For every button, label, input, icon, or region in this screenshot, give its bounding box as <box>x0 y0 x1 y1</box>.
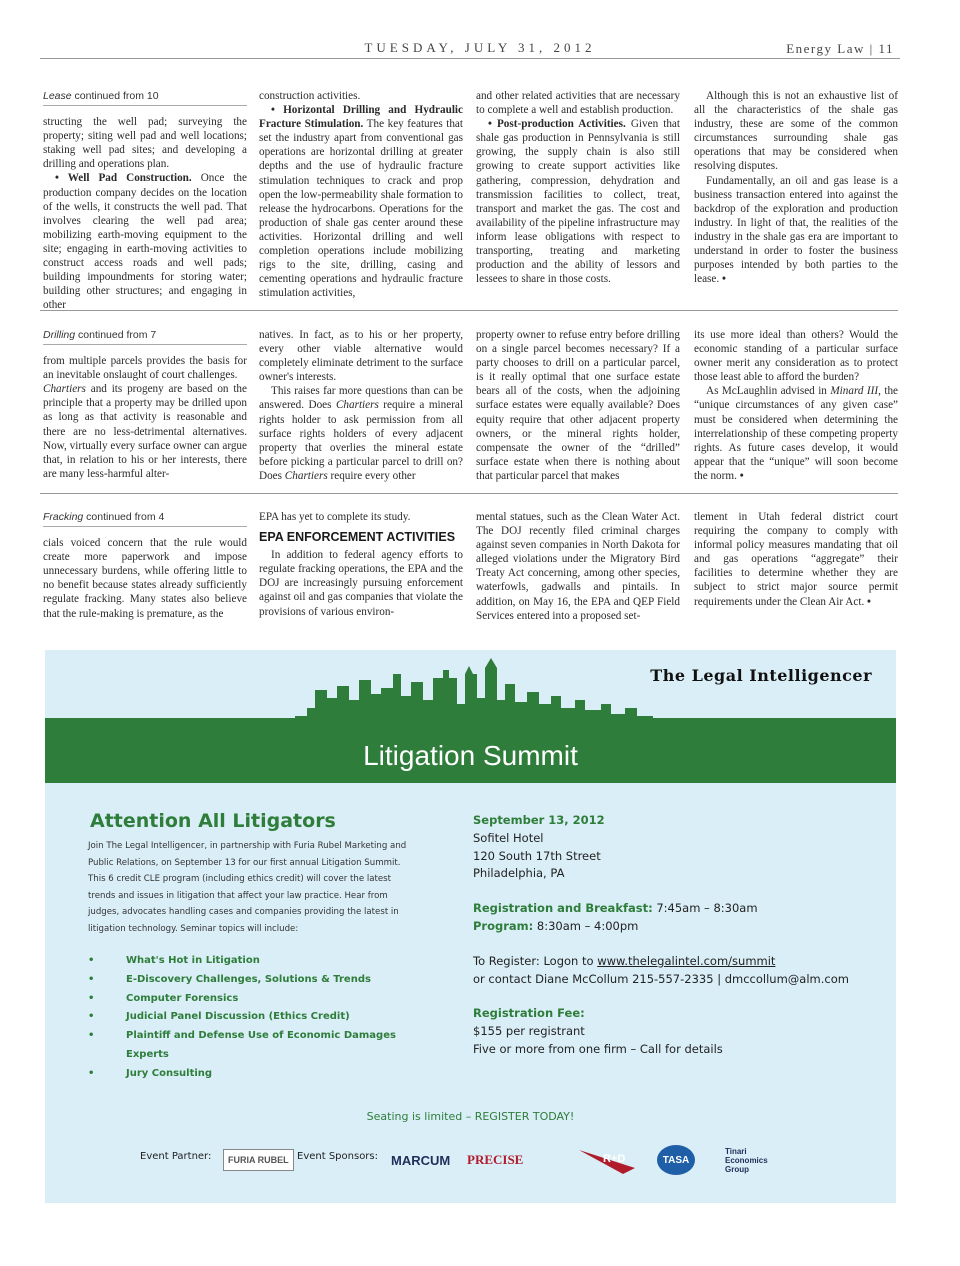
paragraph: In addition to federal agency efforts to regulate fracking operations, the EPA and the DOJ are increasingly pursuing enforcement against oil and gas companies that violate the provisions of various environ- <box>259 549 463 618</box>
section-divider <box>40 310 898 311</box>
header-rule <box>40 58 900 59</box>
fee-per-registrant: $155 per registrant <box>473 1024 585 1039</box>
lease-jumpline[interactable] <box>43 89 247 106</box>
fracking-col-4 <box>694 510 898 609</box>
rd-logo <box>579 1146 635 1174</box>
lease-col-3 <box>476 89 680 286</box>
furia-rubel-logo: FURIA RUBEL <box>223 1149 294 1171</box>
event-date: September 13, 2012 <box>473 813 605 827</box>
paragraph: require a mineral rights holder to ask permission from all surface rights holders of every adjacent property that overlies the mineral estate before picking a particular parcel to drill on? Does <box>259 399 463 482</box>
paragraph: property owner to refuse entry before drilling on a single parcel becomes necessary? If a party chooses to drill on a particular parcel, is it really optimal that one surface estate bears all of the costs, when the adjoining surface estates were equally available? Does equity require that other adjacent property owners, or the mineral rights holder, compensate the owner of the “drilled” surface estate when there is nothing about that particular parcel that makes <box>476 329 680 482</box>
section-page-label: Energy Law | 11 <box>786 41 894 56</box>
paragraph: natives. In fact, as to his or her property, every other viable alternative would completely eliminate detriment to the surface owner's interests. <box>259 329 463 384</box>
paragraph: structing the well pad; surveying the property; siting well pad and well locations; staking well pad sites; and developing a drilling and operations plan. <box>43 116 247 171</box>
paragraph: and its progeny are based on the principle that a property may be drilled upon as long as that activity is reasonable and there are no less-detrimental alternatives. Now, virtually every surface owner can argue that, in relation to his or her interests, there are many less-harmful alter- <box>43 383 247 480</box>
list-item: • Computer Forensics <box>88 990 408 1009</box>
paragraph: EPA has yet to complete its study. <box>259 511 411 523</box>
paragraph: require every other <box>327 469 416 482</box>
drilling-col-4 <box>694 328 898 483</box>
fracking-col-2 <box>259 510 463 619</box>
seating-notice: Seating is limited – REGISTER TODAY! <box>366 1110 575 1123</box>
event-details <box>473 812 893 1076</box>
paragraph: and other related activities that are necessary to complete a well and establish production. <box>476 90 680 117</box>
jump-text: continued from 7 <box>75 329 157 341</box>
drilling-col-2 <box>259 328 463 483</box>
paragraph: cials voiced concern that the rule would create more paperwork and impose unnecessary burdens, while offering little to no benefit because states already sufficiently regulate fracking. Many states also believe that the rule-making is premature, as the <box>43 537 247 620</box>
jump-word: Drilling <box>43 329 76 341</box>
legal-intelligencer-logo: The Legal Intelligencer <box>650 666 872 685</box>
list-item: • Plaintiff and Defense Use of Economic Damages Experts <box>88 1027 408 1065</box>
paragraph: construction activities. <box>259 90 361 102</box>
paragraph: Once the production company decides on the location of the wells, it constructs the well pad. That involves clearing the well pad area; mobilizing earth-moving equipment to the site; engaging in earth-moving activities to construct access roads and well pads; building impoundments for storing water; building other structures; and engaging in other <box>43 172 247 312</box>
paragraph: from multiple parcels provides the basis for an inevitable onslaught of court challenges. <box>43 355 247 382</box>
fee-label: Registration Fee: <box>473 1006 585 1021</box>
paragraph: As McLaughlin advised in <box>706 385 831 398</box>
event-venue: Sofitel Hotel <box>473 830 544 845</box>
registration-time: 7:45am – 8:30am <box>652 901 758 916</box>
fracking-col-3 <box>476 510 680 623</box>
lease-col-1 <box>43 89 247 312</box>
paragraph: This raises far more questions than can be answered. Does <box>259 385 463 412</box>
paragraph: The key features that set the industry apart from conventional gas operations are horizontal drilling at greater depths and the use of hydraulic fracture stimulation techniques to crack and prop open the low-permeability shale formation to release the hydrocarbons. Operations for the production of shale gas center around these activities. Horizontal drilling and well completion operations include mobilizing rigs to the site, drilling, casing and cementing operations and hydraulic fracture stimulation activities, <box>259 118 464 300</box>
marcum-logo: MARCUM <box>391 1152 451 1168</box>
list-item: • What's Hot in Litigation <box>88 952 408 971</box>
to-register-label: To Register: <box>473 953 540 968</box>
tasa-logo: TASA <box>657 1145 695 1175</box>
case-name: Minard III <box>830 385 879 398</box>
register-link[interactable]: www.thelegalintel.com/summit <box>597 953 776 968</box>
end-mark: • <box>864 595 871 608</box>
fee-group: Five or more from one firm – Call for details <box>473 1041 723 1056</box>
jump-word: Fracking <box>43 511 84 523</box>
paragraph: Although this is not an exhaustive list of all the characteristics of the shale gas industry, these are some of the common circumstances surrounding shale gas operations that may be considered when resolving disputes. <box>694 90 898 173</box>
case-name: Chartiers <box>335 399 379 412</box>
subheading: EPA ENFORCEMENT ACTIVITIES <box>259 530 456 545</box>
paragraph: its use more ideal than others? Would the economic standing of a particular surface owner merit any consideration as to protect those least able to afford the burden? <box>694 329 898 384</box>
fracking-jumpline[interactable] <box>43 510 247 527</box>
ad-intro-text: Join The Legal Intelligencer, in partnership with Furia Rubel Marketing and Public Relations, on September 13 for our first annual Litigation Summit. This 6 credit CLE program (including ethics credit) will cover the latest trends and issues in litigation that affect your law practice. Hear from judges, advocates handling cases and companies providing the latest in litigation technology. Seminar topics will include: <box>88 841 407 934</box>
drilling-col-3 <box>476 328 680 483</box>
tinari-logo: Tinari Economics Group <box>725 1146 768 1174</box>
rd-text: R+D <box>603 1153 626 1165</box>
partner-label: Event Partner: <box>140 1151 212 1162</box>
lease-col-2 <box>259 89 463 300</box>
paragraph: Given that shale gas production in Pennsylvania is still growing, the supply chain is also still growing to create support activities like gathering, compression, dehydration and transmission facilities to collect, treat, transport and market the gas. The cost and availability of the pipeline infrastructure may inform lease obligations with respect to transporting, treating and marketing production and the ability of lessors and lessees to share in those costs. <box>476 118 680 286</box>
paragraph: tlement in Utah federal district court requiring the company to comply with informal policy measures mandating that oil and gas operations “aggregate” their facilities to determine whether they are subject to strict major source permit requirements under the Clean Air Act. <box>694 511 898 608</box>
paragraph: , the “unique circumstances of any given case” must be considered when determining the interrelationship of these competing property rights. As future cases develop, it would appear that the “unique” will soon become the norm. <box>694 385 899 482</box>
bullet-heading: • Horizontal Drilling and Hydraulic Fracture Stimulation. <box>259 104 463 131</box>
paragraph: mental statues, such as the Clean Water Act. The DOJ recently filed criminal charges against seven companies in North Dakota for alleged violations under the Migratory Bird Treaty Act concerning, among other species, waterfowls, gadwalls and pintails. In addition, on May 16, the EPA and QEP Field Services entered into a proposed set- <box>476 511 680 622</box>
jump-word: Lease <box>43 90 72 102</box>
ad-heading: Attention All Litigators <box>90 810 336 832</box>
issue-date: TUESDAY, JULY 31, 2012 <box>364 40 596 55</box>
program-time: 8:30am – 4:00pm <box>533 918 639 933</box>
topic-list <box>88 952 408 1084</box>
list-item: • E-Discovery Challenges, Solutions & Trends <box>88 971 408 990</box>
jump-text: continued from 10 <box>71 90 159 102</box>
jump-text: continued from 4 <box>83 511 165 523</box>
bullet-heading: • Post-production Activities. <box>488 118 626 131</box>
case-name: Chartiers <box>284 469 328 482</box>
end-mark: • <box>736 469 744 482</box>
event-address: 120 South 17th Street <box>473 848 601 863</box>
list-item: • Judicial Panel Discussion (Ethics Credit) <box>88 1008 408 1027</box>
paragraph: Fundamentally, an oil and gas lease is a business transaction entered into against the backdrop of the exploration and production industry. In light of that, the realities of the industry in the shale gas era are important to understand in order to foster the business purposes intended by both parties to the lease. <box>694 174 898 286</box>
logon-text: Logon to <box>539 953 598 968</box>
drilling-jumpline[interactable] <box>43 328 247 345</box>
case-name: Chartiers <box>43 383 86 396</box>
precise-logo: PRECISE <box>467 1152 524 1167</box>
litigation-summit-ad[interactable] <box>45 650 896 1203</box>
event-city: Philadelphia, PA <box>473 866 565 881</box>
program-label: Program: <box>473 918 534 933</box>
list-item: • Jury Consulting <box>88 1065 408 1084</box>
registration-label: Registration and Breakfast: <box>473 901 653 916</box>
bullet-heading: • Well Pad Construction. <box>55 172 192 185</box>
lease-col-4 <box>694 89 898 286</box>
section-divider <box>40 493 898 494</box>
sponsors-label: Event Sponsors: <box>297 1151 378 1162</box>
ad-banner-title: Litigation Summit <box>363 740 578 771</box>
fracking-col-1 <box>43 510 247 621</box>
drilling-col-1 <box>43 328 247 481</box>
contact-info: or contact Diane McCollum 215-557-2335 | dmccollum@alm.com <box>473 971 849 986</box>
end-mark: • <box>719 273 726 286</box>
